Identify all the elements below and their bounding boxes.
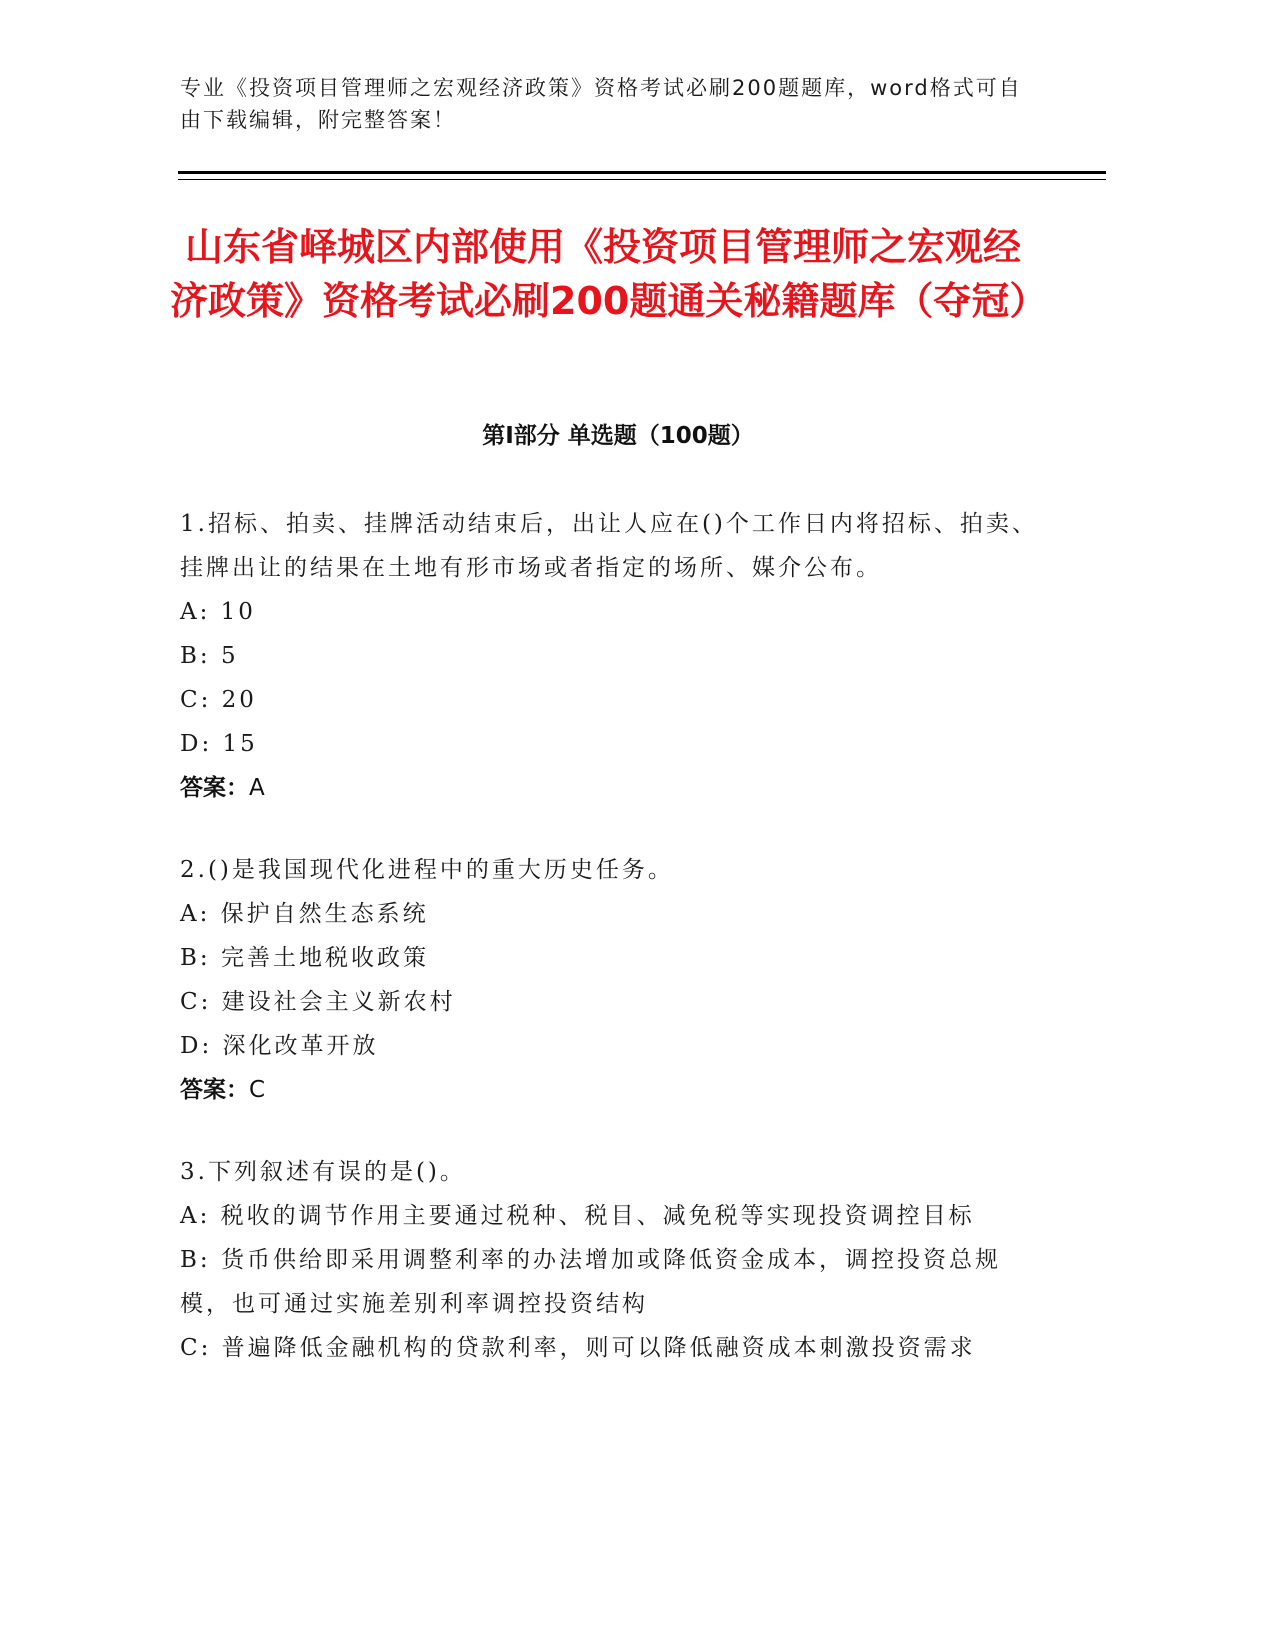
question-stem: 3.下列叙述有误的是()。	[180, 1159, 466, 1185]
option-d	[180, 722, 1050, 766]
document-title: 山东省峄城区内部使用《投资项目管理师之宏观经济政策》资格考试必刷200题通关秘籍题库（夺冠）	[170, 225, 1048, 323]
answer-value: C	[249, 1077, 266, 1103]
option-text: 货币供给即采用调整利率的办法增加或降低资金成本，调控投资总规模，也可通过实施差别利率调控投资结构	[180, 1247, 1001, 1317]
option-letter: D:	[180, 1033, 213, 1059]
question-stem: 1.招标、拍卖、挂牌活动结束后，出让人应在()个工作日内将招标、拍卖、挂牌出让的结果在土地有形市场或者指定的场所、媒介公布。	[180, 511, 1038, 581]
answer-label: 答案：	[180, 775, 249, 801]
option-text: 5	[220, 643, 239, 669]
option-text: 深化改革开放	[222, 1033, 379, 1059]
header-rule-thick	[178, 171, 1106, 174]
option-text: 20	[221, 687, 257, 713]
option-letter: C:	[180, 1335, 212, 1361]
option-text: 完善土地税收政策	[220, 945, 429, 971]
option-a	[180, 1194, 1050, 1238]
question-stem: 2.()是我国现代化进程中的重大历史任务。	[180, 857, 674, 883]
option-b	[180, 1238, 1050, 1326]
option-letter: B:	[180, 1247, 211, 1273]
option-letter: A:	[180, 901, 211, 927]
answer-value: A	[249, 775, 265, 801]
section-title: 第I部分 单选题（100题）	[482, 423, 754, 449]
option-c	[180, 980, 1050, 1024]
option-b	[180, 936, 1050, 980]
question-list	[180, 502, 1050, 1408]
question-1	[180, 502, 1050, 810]
option-text: 建设社会主义新农村	[221, 989, 456, 1015]
option-text: 15	[222, 731, 258, 757]
option-text: 保护自然生态系统	[220, 901, 429, 927]
option-letter: A:	[180, 1203, 211, 1229]
answer-line	[180, 1068, 1050, 1112]
option-letter: C:	[180, 989, 212, 1015]
option-c	[180, 678, 1050, 722]
option-text: 普遍降低金融机构的贷款利率，则可以降低融资成本刺激投资需求	[221, 1335, 976, 1361]
answer-label: 答案：	[180, 1077, 249, 1103]
option-text: 税收的调节作用主要通过税种、税目、减免税等实现投资调控目标	[220, 1203, 975, 1229]
option-c	[180, 1326, 1050, 1370]
option-letter: B:	[180, 643, 211, 669]
option-b	[180, 634, 1050, 678]
question-2	[180, 848, 1050, 1112]
header-note: 专业《投资项目管理师之宏观经济政策》资格考试必刷200题题库，word格式可自由下载编辑，附完整答案！	[180, 76, 1022, 132]
option-letter: D:	[180, 731, 213, 757]
option-letter: B:	[180, 945, 211, 971]
header-rule-thin	[178, 179, 1106, 180]
question-3	[180, 1150, 1050, 1370]
option-a	[180, 590, 1050, 634]
option-letter: C:	[180, 687, 212, 713]
option-letter: A:	[180, 599, 211, 625]
option-d	[180, 1024, 1050, 1068]
option-a	[180, 892, 1050, 936]
answer-line	[180, 766, 1050, 810]
option-text: 10	[220, 599, 256, 625]
